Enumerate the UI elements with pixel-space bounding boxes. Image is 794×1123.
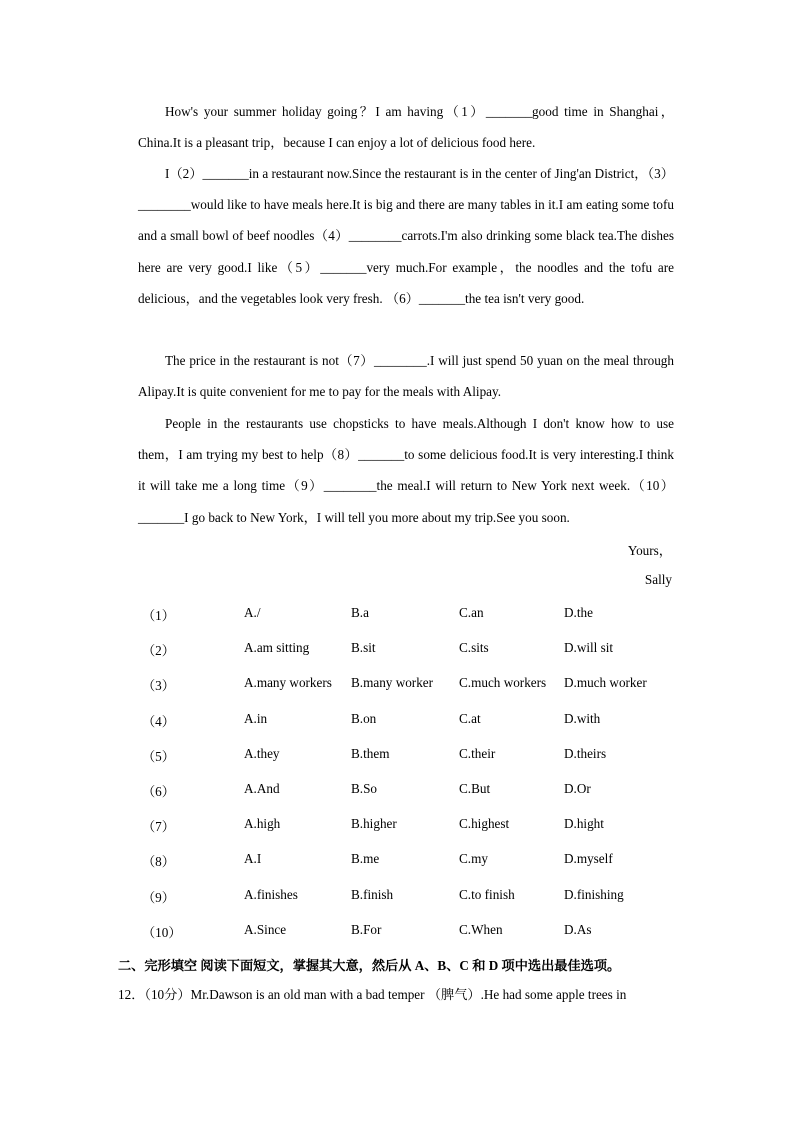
option-a: A.am sitting [244, 640, 310, 656]
option-a: A.I [244, 851, 262, 867]
option-row [138, 913, 698, 948]
option-c: C.an [459, 605, 484, 620]
option-b: B.me [351, 851, 380, 867]
option-a: A.they [244, 745, 280, 761]
option-c: C.my [459, 851, 488, 867]
option-d: D.will sit [564, 640, 614, 656]
option-d: D.Or [564, 780, 591, 796]
option-d: D.much worker [564, 675, 647, 691]
option-d: D.theirs [564, 745, 607, 761]
options-table [138, 596, 698, 948]
question-number: （2） [142, 643, 175, 659]
question-number: （1） [142, 608, 175, 623]
option-c: C.their [459, 745, 496, 761]
option-a: A.many workers [244, 675, 332, 691]
option-a: A.finishes [244, 886, 298, 902]
question-number: （7） [142, 819, 175, 835]
question-12-text: 12．（10分）Mr.Dawson is an old man with a bad temper （脾气）.He had some apple trees in [118, 987, 627, 1002]
option-c: C.to finish [459, 886, 515, 902]
option-c: C.much workers [459, 675, 547, 691]
option-b: B.So [351, 780, 378, 796]
option-b: B.finish [351, 886, 394, 902]
option-row [138, 631, 698, 666]
option-a: A.in [244, 710, 268, 726]
option-c: C.But [459, 780, 491, 796]
option-row [138, 807, 698, 842]
option-b: B.many worker [351, 675, 434, 691]
passage-paragraph-4: People in the restaurants use chopsticks to have meals.Although I don't know how to use them，I am trying my best to help（8）_______to some delicious food.It is very interesting.I think it will take me a long time（9）________the meal.I will return to New York next week.（10）_______I go back to New York，I will tell you more about my trip.See you soon. [138, 416, 674, 525]
option-c: C.highest [459, 816, 510, 832]
option-a: A.high [244, 816, 281, 832]
option-d: D.hight [564, 816, 604, 832]
option-b: B.a [351, 605, 369, 620]
section-heading: 二、完形填空 阅读下面短文，掌握其大意，然后从 A、B、C 和 D 项中选出最佳选项。 [118, 958, 621, 973]
option-row [138, 842, 698, 877]
option-c: C.When [459, 921, 503, 937]
question-number: （4） [142, 713, 175, 729]
option-row [138, 666, 698, 701]
option-b: B.higher [351, 816, 397, 832]
option-d: D.finishing [564, 886, 624, 902]
letter-signature: Sally [644, 572, 672, 587]
question-number: （8） [142, 854, 175, 870]
option-a: A./ [244, 605, 261, 620]
option-b: B.on [351, 710, 377, 726]
question-number: （3） [142, 678, 175, 694]
question-number: （10） [142, 924, 182, 940]
option-a: A.And [244, 780, 280, 796]
option-b: B.For [351, 921, 382, 937]
option-d: D.with [564, 710, 601, 726]
option-row [138, 737, 698, 772]
passage-paragraph-2: I（2）_______in a restaurant now.Since the restaurant is in the center of Jing'an District，（3）________would like to have meals here.It is big and there are many tables in it.I am eating some tofu and a small bowl of beef noodles（4）________carrots.I'm also drinking some black tea.The dishes here are very good.I like（5）_______very much.For example，the noodles and the tofu are delicious，and the vegetables look very fresh. （6）_______the tea isn't very good. [138, 166, 674, 306]
option-d: D.As [564, 921, 592, 937]
passage-paragraph-1: How's your summer holiday going？I am having（1）_______good time in Shanghai，China.It is a pleasant trip，because I can enjoy a lot of delicious food here. [138, 104, 674, 151]
option-b: B.them [351, 745, 390, 761]
option-c: C.sits [459, 640, 489, 656]
passage-paragraph-3: The price in the restaurant is not（7）________.I will just spend 50 yuan on the meal through Alipay.It is quite convenient for me to pay for the meals with Alipay. [138, 353, 674, 400]
option-d: D.the [564, 605, 593, 620]
question-number: （5） [142, 748, 175, 764]
question-number: （9） [142, 889, 175, 905]
option-row [138, 878, 698, 913]
option-row [138, 596, 698, 631]
option-b: B.sit [351, 640, 376, 656]
option-d: D.myself [564, 851, 613, 867]
question-number: （6） [142, 783, 175, 799]
option-row [138, 772, 698, 807]
option-row [138, 702, 698, 737]
letter-closing: Yours， [627, 543, 672, 558]
option-a: A.Since [244, 921, 287, 937]
option-c: C.at [459, 710, 481, 726]
